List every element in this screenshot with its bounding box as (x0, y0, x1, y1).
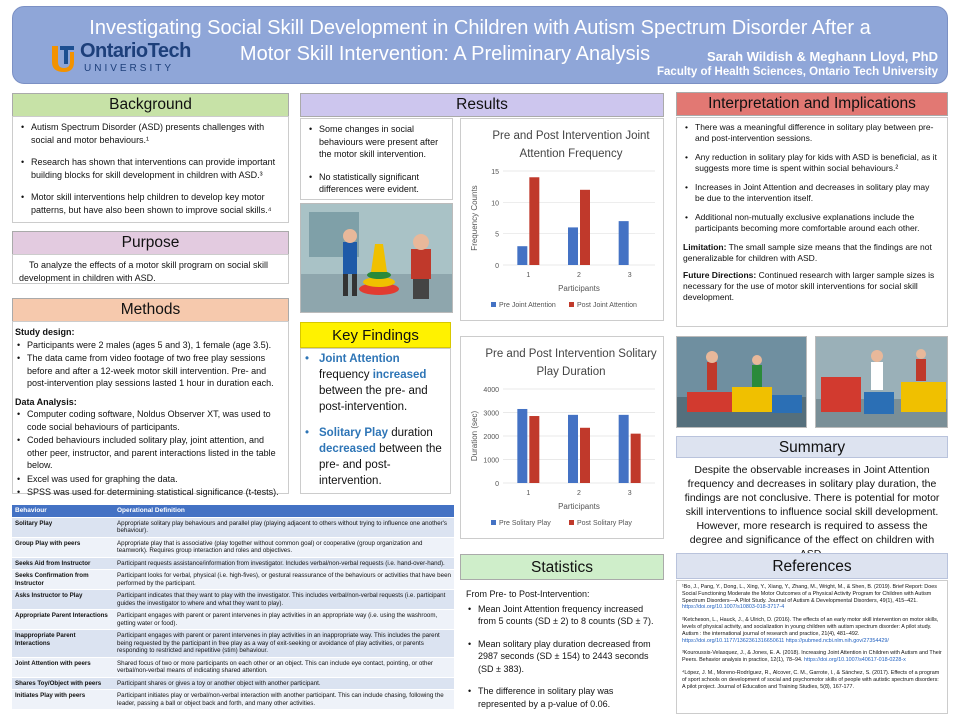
summary-text: Despite the observable increases in Joint Attention frequency and decreases in solitary play duration, the findings are not conclusive. There is potential for motor skill interventions to influence social skill development. However, more research is required to assess the degree and significance of the effect on children with (676, 461, 948, 545)
background-heading: Background (12, 93, 289, 117)
background-section (12, 116, 289, 223)
future-label: Future Directions: (683, 270, 757, 280)
bar-pre (568, 415, 578, 483)
statistics-heading: Statistics (460, 554, 664, 580)
methods-analysis-item: • SPSS was used for determining statistical significance (t-tests). (15, 486, 282, 499)
y-tick-label: 10 (491, 200, 499, 208)
reference-item (682, 670, 942, 690)
kf1-end: between the pre- and post-intervention. (319, 385, 428, 413)
table-row (12, 537, 454, 557)
references-heading: References (676, 553, 948, 579)
limitation (683, 242, 941, 264)
methods-analysis-label: Data Analysis: (15, 396, 77, 407)
reference-text: ²Ketcheson, L., Hauck, J., & Ulrich, D. (2016). The effects of an early motor skill intervention on motor skills, levels of physical activity, and socialization in young children with autism spectrum disorder: A pilot study. Autism : the international journal of research and practice, 21(4), 481–492. (682, 617, 939, 637)
logo-text: OntarioTech (80, 40, 191, 62)
reference-text: ⁴López, J. M., Moreno-Rodríguez, R., Alcover, C. M., Garrote, I., & Sánchez, S. (2017). Effects of a program of sport schools on development of social and psychomotor skills of people with autistic spectrum disorders: A pilot project. Journal of Education and Training Studies, 5(8), 167-177. (682, 669, 940, 690)
behaviour-cell: Joint Attention with peers (12, 657, 114, 677)
affiliation: Faculty of Health Sciences, Ontario Tech University (657, 66, 938, 78)
future-directions (683, 270, 941, 303)
chart-title-line-2: Attention Frequency (519, 148, 623, 160)
chart-title-line-1: Pre and Post Intervention Solitary (485, 348, 657, 360)
reference-link[interactable]: https://doi.org/10.1177/1362361316650611 https://pubmed.ncbi.nlm.nih.gov/27354429/ (682, 637, 889, 644)
kf2-change: decreased (319, 443, 376, 455)
interpretation-heading: Interpretation and Implications (676, 92, 948, 116)
x-tick-label: 3 (627, 272, 632, 279)
x-axis-label: Participants (558, 502, 600, 511)
results-heading: Results (300, 93, 664, 117)
x-tick-label: 1 (526, 272, 531, 279)
methods-section (12, 321, 289, 497)
key-findings-heading: Key Findings (300, 322, 451, 348)
interpretation-section (676, 117, 948, 327)
behaviour-table-wrap (12, 505, 454, 709)
bar-post (580, 428, 590, 483)
definition-cell: Shared focus of two or more participants on each other or an object. This can include eye contact, pointing, or other verbal/non-verbal means of indicating shared attention. (114, 657, 454, 677)
limitation-label: Limitation: (683, 242, 727, 252)
definition-cell: Participant engages with parent or parent intervenes in play activities in an appropriate way (i.e. using the washroom, getting water or food). (114, 610, 454, 630)
table-header-definition: Operational Definition (114, 505, 454, 517)
statistics-section (460, 584, 664, 712)
y-tick-label: 15 (491, 169, 499, 176)
definition-cell: Appropriate solitary play behaviours and parallel play (playing adjacent to others without trying to influence one another's behaviour). (114, 517, 454, 537)
chart-title-line-2: Play Duration (536, 366, 606, 378)
authors: Sarah Wildish & Meghann Lloyd, PhD (706, 49, 938, 64)
bar-post (529, 177, 539, 265)
reference-text: ³Kouroussis-Velasquez, J., & Jones, E. A. (2018). Increasing Joint Attention in Children with Autism and Their Peers. Behavior analysis in practice, 12(1), 78–94. (682, 650, 942, 664)
legend-swatch (569, 520, 574, 525)
statistics-item: • The difference in solitary play was represented by a p-value of 0.06. (466, 685, 658, 710)
reference-item (682, 584, 942, 611)
legend-swatch (491, 520, 496, 525)
summary-heading: Summary (676, 436, 948, 458)
y-tick-label: 0 (495, 263, 499, 270)
definition-cell: Appropriate play that is associative (play together without common goal) or cooperative (group organization and teamwork). Requires group interaction and roles and objectives. (114, 537, 454, 557)
methods-analysis-item: • Excel was used for graphing the data. (15, 473, 282, 486)
kf2-end: between the pre- and post-intervention. (319, 443, 442, 487)
bar-post (529, 416, 539, 483)
table-row (12, 590, 454, 610)
methods-design-item: • The data came from video footage of two free play sessions before and after a 12-week motor skill intervention. Pre- and post-intervention play sessions lasted 1 hour in duration each. (15, 352, 282, 390)
interpretation-item: • Increases in Joint Attention and decreases in solitary play may be due to the intervention itself. (683, 182, 941, 204)
chart-title-line-1: Pre and Post Intervention Joint (492, 130, 650, 142)
table-row (12, 677, 454, 690)
bar-pre (517, 246, 527, 265)
definition-cell: Participant initiates play or verbal/non-verbal interaction with another participant. This can include chasing, following the leader, passing a ball or object back and forth, and many other activities. (114, 690, 454, 710)
reference-item (682, 650, 942, 664)
y-tick-label: 0 (495, 481, 499, 488)
table-row (12, 570, 454, 590)
solitary-play-chart (460, 336, 664, 539)
y-axis-label: Duration (sec) (470, 410, 479, 462)
references-section (676, 580, 948, 714)
x-tick-label: 3 (627, 490, 632, 497)
background-item: • Motor skill interventions help children to develop key motor patterns, but have also been shown to improve social skills.⁴ (19, 191, 282, 216)
x-tick-label: 1 (526, 490, 531, 497)
behaviour-cell: Seeks Aid from Instructor (12, 557, 114, 570)
table-row (12, 610, 454, 630)
interpretation-item: • There was a meaningful difference in solitary play between pre- and post-intervention sessions. (683, 122, 941, 144)
interpretation-item: • Any reduction in solitary play for kids with ASD is beneficial, as it suggests more time is spent within social behaviours.² (683, 152, 941, 174)
legend-swatch (569, 302, 574, 307)
methods-design-item: • Participants were 2 males (ages 5 and 3), 1 female (age 3.5). (15, 339, 282, 352)
kf1-change: increased (372, 369, 427, 381)
results-section (300, 118, 453, 200)
legend-swatch (491, 302, 496, 307)
ontario-tech-logo (48, 40, 208, 78)
methods-heading: Methods (12, 298, 289, 322)
table-row (12, 517, 454, 537)
purpose-text: To analyze the effects of a motor skill program on social skill development in children with ASD. (12, 254, 289, 284)
statistics-intro: From Pre- to Post-Intervention: (466, 589, 590, 599)
methods-analysis-item: • Coded behaviours included solitary play, joint attention, and other peer, instructor, and parent interactions listed in the table below. (15, 434, 282, 472)
photo-children-stacking-rings (300, 203, 453, 313)
key-finding-2: • Solitary Play duration decreased between the pre- and post-intervention. (305, 427, 442, 487)
table-row (12, 630, 454, 658)
bar-pre (517, 409, 527, 483)
kf1-term: Joint Attention (319, 353, 400, 365)
bar-post (631, 434, 641, 483)
methods-design-label: Study design: (15, 327, 75, 337)
behaviour-cell: Seeks Confirmation from Instructor (12, 570, 114, 590)
definition-cell: Participant requests assistance/information from investigator. Includes verbal/non-verbal requests (i.e. hand-over-hand). (114, 557, 454, 570)
reference-link[interactable]: https://doi.org/10.1007/s40617-018-0228-x (803, 657, 906, 664)
x-axis-label: Participants (558, 284, 600, 293)
x-tick-label: 2 (577, 272, 581, 279)
y-tick-label: 1000 (483, 457, 499, 465)
reference-text: ¹Bo, J., Pang, Y., Dong, L., Xing, Y., Xiang, Y., Zhang, M., Wright, M., & Shen, B. (2019). Brief Report: Does Social Functioning Moderate the Motor Outcomes of a Physical Activity Program for Children with Autism Spectrum Disorders—A Pilot Study. Journal of Autism & Developmental Disorders, 49(1), 415–421. (682, 584, 937, 604)
behaviour-cell: Solitary Play (12, 517, 114, 537)
kf2-term: Solitary Play (319, 427, 389, 439)
legend-label: Post Joint Attention (577, 302, 637, 309)
statistics-item: • Mean solitary play duration decreased from 2987 seconds (SD ± 154) to 2443 seconds (SD ± 383). (466, 638, 658, 676)
photo-children-playing (815, 336, 948, 428)
bar-pre (619, 415, 629, 483)
interpretation-item: • Additional non-mutually exclusive explanations include the participants becoming more comfortable around each other. (683, 212, 941, 234)
table-row (12, 657, 454, 677)
kf1-mid: frequency (319, 369, 373, 381)
table-row (12, 690, 454, 710)
key-finding-1: • Joint Attention frequency increased between the pre- and post-intervention. (305, 353, 428, 413)
behaviour-cell: Inappropriate Parent Interactions (12, 630, 114, 658)
definition-cell: Participant looks for verbal, physical (i.e. high-fives), or gestural reassurance of the behaviours or activities that have been performed by the participant. (114, 570, 454, 590)
table-header-behaviour: Behaviour (12, 505, 114, 517)
y-tick-label: 4000 (483, 387, 499, 394)
kf2-mid: duration (388, 427, 433, 439)
behaviour-cell: Asks Instructor to Play (12, 590, 114, 610)
behaviour-cell: Shares Toy/Object with peers (12, 677, 114, 690)
results-item: • No statistically significant differences were evident. (307, 171, 446, 196)
y-tick-label: 5 (495, 231, 499, 239)
y-axis-label: Frequency Counts (470, 185, 479, 251)
purpose-heading: Purpose (12, 231, 289, 255)
background-item: • Autism Spectrum Disorder (ASD) presents challenges with social and motor behaviours.¹ (19, 121, 282, 146)
joint-attention-chart (460, 118, 664, 321)
photo-children-climbing (676, 336, 807, 428)
bar-pre (568, 227, 578, 265)
results-item: • Some changes in social behaviours were present after the motor skill intervention. (307, 123, 446, 161)
behaviour-cell: Initiates Play with peers (12, 690, 114, 710)
legend-label: Pre Solitary Play (499, 520, 551, 527)
statistics-item: • Mean Joint Attention frequency increased from 5 counts (SD ± 2) to 8 counts (SD ± 7). (466, 603, 658, 628)
future-text: Continued research with larger sample sizes is necessary for the use of motor skill interventions for social skill development. (683, 270, 935, 302)
logo-subtext: UNIVERSITY (84, 63, 175, 74)
behaviour-cell: Appropriate Parent Interactions (12, 610, 114, 630)
legend-label: Pre Joint Attention (499, 302, 556, 309)
title-line-1: Investigating Social Skill Development in Children with Autism Spectrum Disorder After a (89, 17, 871, 39)
methods-analysis-item: • Computer coding software, Noldus Observer XT, was used to code social behaviours of participants. (15, 408, 282, 433)
behaviour-cell: Group Play with peers (12, 537, 114, 557)
table-row (12, 557, 454, 570)
behaviour-table (12, 505, 454, 709)
reference-item (682, 617, 942, 644)
definition-cell: Participant engages with parent or parent intervenes in play activities in an inappropriate way. This includes the parent being requested by the participant in free play as a way of exit-seeking or avoidance of play activities, or parents responding to restricted and repetitive (stim) behaviour. (114, 630, 454, 658)
y-tick-label: 3000 (483, 410, 499, 418)
legend-label: Post Solitary Play (577, 520, 632, 527)
limitation-text: The small sample size means that the findings are not generalizable for children with ASD. (683, 242, 932, 263)
background-item: • Research has shown that interventions can provide important building blocks for skill development in children with ASD.³ (19, 156, 282, 181)
bar-pre (619, 221, 629, 265)
definition-cell: Participant indicates that they want to play with the investigator. This includes verbal/non-verbal requests (i.e. participant guides the investigator to where and what they want to play). (114, 590, 454, 610)
definition-cell: Participant shares or gives a toy or another object with another participant. (114, 677, 454, 690)
bar-post (580, 190, 590, 265)
reference-link[interactable]: https://doi.org/10.1007/s10803-018-3717-4 (682, 604, 785, 611)
title-line-2: Motor Skill Intervention: A Preliminary Analysis (239, 43, 651, 65)
logo-mark-icon (48, 42, 76, 74)
y-tick-label: 2000 (483, 434, 499, 441)
key-findings-section (300, 348, 451, 494)
x-tick-label: 2 (577, 490, 581, 497)
